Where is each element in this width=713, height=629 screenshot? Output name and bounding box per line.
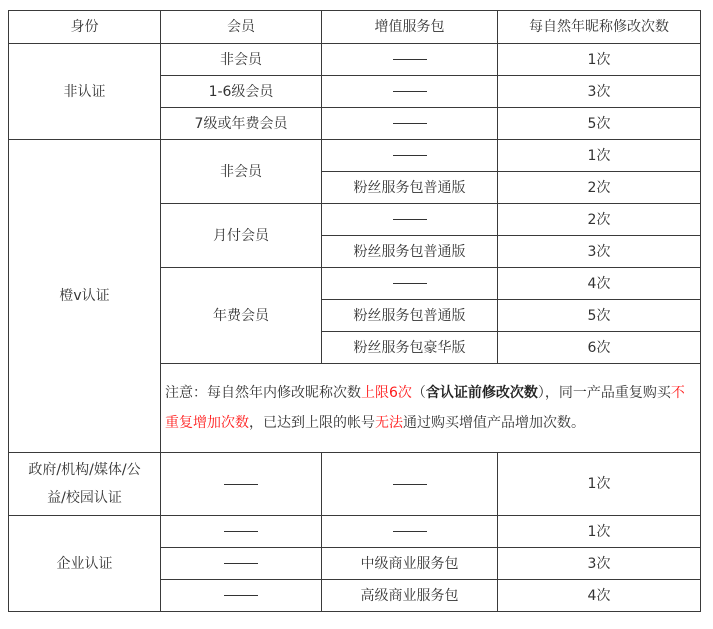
header-identity: 身份 — [9, 11, 161, 44]
note-highlight-limit: 上限6次 — [361, 385, 412, 401]
package-cell — [322, 204, 498, 236]
member-cell: 1-6级会员 — [161, 76, 322, 108]
dash-placeholder — [393, 219, 427, 220]
count-cell: 4次 — [498, 268, 701, 300]
package-cell — [322, 108, 498, 140]
table-row — [9, 516, 701, 548]
header-member: 会员 — [161, 11, 322, 44]
member-cell — [161, 516, 322, 548]
table-row — [9, 453, 701, 516]
count-cell: 2次 — [498, 204, 701, 236]
package-cell — [322, 453, 498, 516]
package-cell: 粉丝服务包普通版 — [322, 236, 498, 268]
member-cell — [161, 580, 322, 612]
dash-placeholder — [393, 91, 427, 92]
count-cell: 1次 — [498, 44, 701, 76]
count-cell: 3次 — [498, 236, 701, 268]
identity-cell: 企业认证 — [9, 516, 161, 612]
note-text: ，已达到上限的帐号 — [249, 415, 375, 431]
member-cell: 月付会员 — [161, 204, 322, 268]
package-cell: 粉丝服务包普通版 — [322, 300, 498, 332]
count-cell: 1次 — [498, 453, 701, 516]
member-cell: 年费会员 — [161, 268, 322, 364]
member-cell: 7级或年费会员 — [161, 108, 322, 140]
member-cell — [161, 453, 322, 516]
count-cell: 3次 — [498, 548, 701, 580]
dash-placeholder — [393, 155, 427, 156]
package-cell — [322, 44, 498, 76]
package-cell: 高级商业服务包 — [322, 580, 498, 612]
header-yearly-count: 每自然年昵称修改次数 — [498, 11, 701, 44]
count-cell: 3次 — [498, 76, 701, 108]
dash-placeholder — [224, 595, 258, 596]
note-text: 注意：每自然年内修改昵称次数 — [165, 385, 361, 401]
header-package: 增值服务包 — [322, 11, 498, 44]
dash-placeholder — [393, 123, 427, 124]
dash-placeholder — [393, 531, 427, 532]
dash-placeholder — [224, 563, 258, 564]
count-cell: 5次 — [498, 300, 701, 332]
package-cell — [322, 516, 498, 548]
dash-placeholder — [393, 59, 427, 60]
note-text: 通过购买增值产品增加次数。 — [403, 415, 585, 431]
nickname-change-limits-table — [8, 10, 701, 612]
header-row — [9, 11, 701, 44]
count-cell: 5次 — [498, 108, 701, 140]
note-text: ），同一产品重复购买 — [537, 385, 671, 401]
package-cell — [322, 140, 498, 172]
identity-cell — [9, 453, 161, 516]
package-cell — [322, 76, 498, 108]
identity-cell: 橙v认证 — [9, 140, 161, 453]
dash-placeholder — [224, 484, 258, 485]
dash-placeholder — [393, 484, 427, 485]
count-cell: 6次 — [498, 332, 701, 364]
package-cell: 中级商业服务包 — [322, 548, 498, 580]
dash-placeholder — [224, 531, 258, 532]
member-cell: 非会员 — [161, 140, 322, 204]
count-cell: 2次 — [498, 172, 701, 204]
note-text: （ — [411, 385, 426, 401]
count-cell: 1次 — [498, 516, 701, 548]
package-cell: 粉丝服务包普通版 — [322, 172, 498, 204]
member-cell: 非会员 — [161, 44, 322, 76]
note-bold-text: 含认证前修改次数 — [425, 385, 538, 401]
table-row — [9, 44, 701, 76]
count-cell: 1次 — [498, 140, 701, 172]
package-cell — [322, 268, 498, 300]
note-highlight-no-repeat: 不重复增加次数 — [165, 385, 685, 431]
dash-placeholder — [393, 283, 427, 284]
identity-line: 政府/机构/媒体/公 — [28, 462, 141, 478]
package-cell: 粉丝服务包豪华版 — [322, 332, 498, 364]
identity-cell: 非认证 — [9, 44, 161, 140]
note-highlight-unable: 无法 — [375, 415, 403, 431]
member-cell — [161, 548, 322, 580]
table-row — [9, 140, 701, 172]
note-cell — [161, 364, 701, 453]
identity-line: 益/校园认证 — [47, 490, 122, 506]
count-cell: 4次 — [498, 580, 701, 612]
